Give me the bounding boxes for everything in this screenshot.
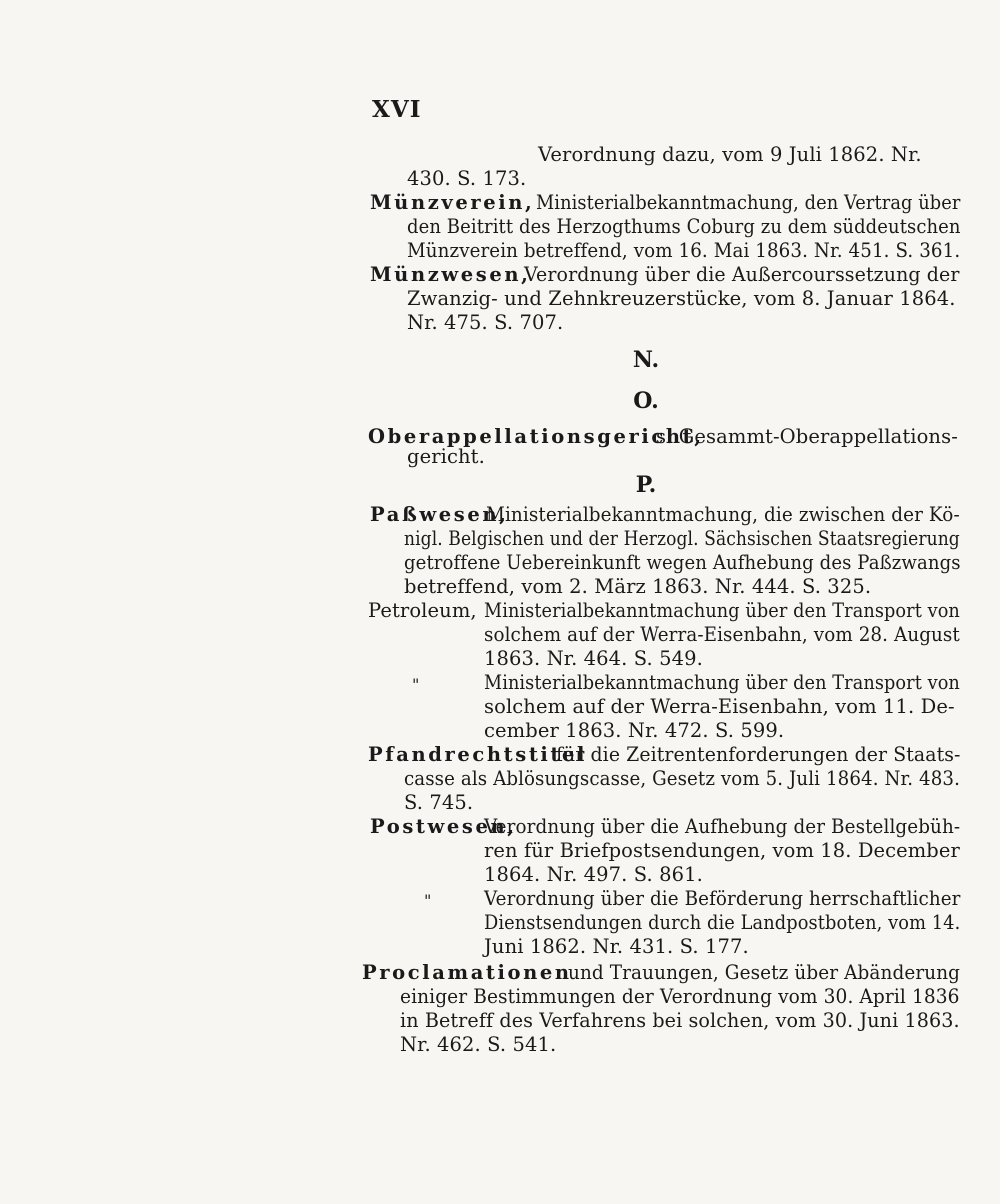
entry-line: in Betreff des Verfahrens bei solchen, vom 30. Juni 1863. [400, 1009, 960, 1032]
entry-line: solchem auf der Werra-Eisenbahn, vom 11. De- [484, 695, 955, 718]
section-letter-p: P. [635, 472, 657, 498]
entry-line: Juni 1862. Nr. 431. S. 177. [484, 935, 749, 958]
entry-line: Zwanzig- und Zehnkreuzerstücke, vom 8. Januar 1864. [407, 287, 956, 310]
entry-line: für die Zeitrentenforderungen der Staats- [556, 743, 961, 766]
entry-line: casse als Ablösungscasse, Gesetz vom 5. Juli 1864. Nr. 483. [404, 767, 960, 790]
entry-line: Ministerialbekanntmachung, den Vertrag über [536, 191, 961, 214]
entry-headword: Pfandrechtstitel [368, 743, 588, 766]
entry-line: Dienstsendungen durch die Landpostboten, vom 14. [484, 911, 961, 934]
entry-line: betreffend, vom 2. März 1863. Nr. 444. S. 325. [404, 575, 872, 598]
entry-line: Verordnung über die Außercourssetzung der [524, 263, 960, 286]
entry-line: ren für Briefpostsendungen, vom 18. December [484, 839, 960, 862]
entry-line: 1863. Nr. 464. S. 549. [484, 647, 703, 670]
entry-headword: Proclamationen [362, 961, 572, 984]
entry-line: Ministerialbekanntmachung über den Transport von [484, 599, 960, 622]
entry-line: Ministerialbekanntmachung über den Transport von [484, 671, 960, 694]
entry-line: Verordnung dazu, vom 9 Juli 1862. Nr. [538, 143, 922, 166]
entry-line: nigl. Belgischen und der Herzogl. Sächsischen Staatsregierung [404, 527, 960, 550]
entry-line: Verordnung über die Aufhebung der Bestellgebüh- [484, 815, 961, 838]
entry-line: solchem auf der Werra-Eisenbahn, vom 28. August [484, 623, 960, 646]
entry-line: S. 745. [404, 791, 474, 814]
entry-line: und Trauungen, Gesetz über Abänderung [568, 961, 961, 984]
entry-line: 1864. Nr. 497. S. 861. [484, 863, 703, 886]
entry-line: Nr. 462. S. 541. [400, 1033, 557, 1056]
entry-headword: Oberappellationsgericht, [368, 425, 704, 448]
entry-line: getroffene Uebereinkunft wegen Aufhebung des Paßzwangs [404, 551, 961, 574]
entry-line: s. Gesammt-Oberappellations- [656, 425, 958, 448]
section-letter-o: O. [633, 388, 659, 414]
entry-headword: Münzwesen, [370, 263, 531, 286]
entry-headword: Münzverein, [370, 191, 535, 214]
entry-line: Verordnung über die Beförderung herrschaftlicher [484, 887, 961, 910]
entry-headword: Paßwesen, [370, 503, 509, 526]
entry-line: 430. S. 173. [407, 167, 527, 190]
entry-headword: Petroleum, [368, 599, 477, 622]
ditto-mark: " [424, 891, 432, 910]
section-letter-n: N. [632, 347, 660, 373]
entry-headword: Postwesen, [370, 815, 517, 838]
entry-line: den Beitritt des Herzogthums Coburg zu dem süddeutschen [407, 215, 961, 238]
entry-line: Ministerialbekanntmachung, die zwischen der Kö- [486, 503, 960, 526]
entry-line: Nr. 475. S. 707. [407, 311, 564, 334]
entry-line: cember 1863. Nr. 472. S. 599. [484, 719, 785, 742]
ditto-mark: " [412, 675, 420, 694]
entry-line: Münzverein betreffend, vom 16. Mai 1863. Nr. 451. S. 361. [407, 239, 961, 262]
page-number: XVI [372, 96, 422, 123]
entry-line: gericht. [407, 445, 485, 468]
entry-line: einiger Bestimmungen der Verordnung vom 30. April 1836 [400, 985, 960, 1008]
